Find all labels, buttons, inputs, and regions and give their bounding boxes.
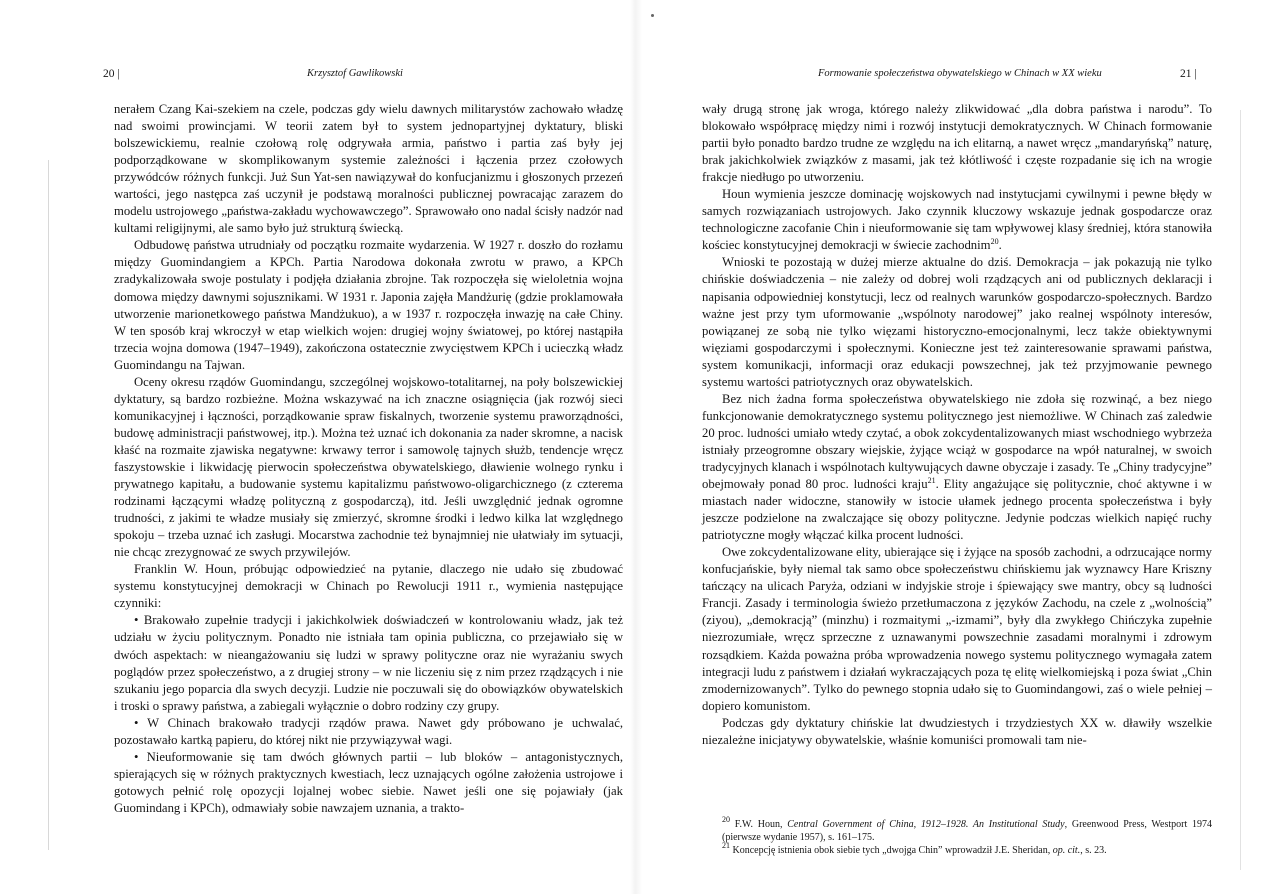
paragraph: Bez nich żadna forma społeczeństwa obywatelskiego nie zdoła się rozwinąć, a bez niego funkcjonowanie demokratycznego systemu politycznego jest niemożliwe. W Chinach zaś zaledwie 20 proc. ludności umiało wtedy czytać, a obok zokcydentalizowanych miast wschodniego wybrzeża istniały przeogromne obszary wiejskie, żyjące wciąż w gospodarce na wpół naturalnej, w swoich tradycyjnych klanach i wspólnotach kultywujących dawne obyczaje i zasady. Te „Chiny tradycyjne” obejmowały ponad 80 proc. ludności kraju$^{21}$. Elity angażujące się politycznie, choć aktywne i w miastach nader widoczne, stanowiły w istocie ułamek jednego procenta społeczeństwa i były jeszcze podzielone na zwalczające się obozy polityczne. Jedynie podczas wielkich napięć ruchy patriotyczne mogły włączać kilka procent ludności. bbox=[702, 391, 1212, 543]
paragraph: Oceny okresu rządów Guomindangu, szczególnej wojskowo-totalitarnej, na poły bolszewickiej dyktatury, są bardzo rozbieżne. Można wskazywać na ich znaczne osiągnięcia (jak rozwój sieci komunikacyjnej i łączności, porządkowanie spraw fiskalnych, tworzenie systemu praworządności, budowę administracji państwowej, itp.). Można też uznać ich dokonania za nader skromne, a nacisk kłaść na rozmaite zjawiska negatywne: krwawy terror i samowolę tajnych służb, tendencje wręcz faszystowskie i likwidację pierwocin społeczeństwa obywatelskiego, dławienie wolnego rynku i prywatnego kapitału, a budowanie systemu kapitalizmu państwowo-oligarchicznego (z czterema rodzinami łączącymi władzę polityczną z gospodarczą), itd. Jeśli uwzględnić jednak ogromne trudności, z jakimi te władze musiały się zmierzyć, skromne środki i ledwo kilka lat względnego spokoju – trzeba uznać ich zasługi. Mocarstwa zachodnie też bynajmniej nie ułatwiały im sytuacji, nie chcąc zrezygnować ze swych przywilejów. bbox=[114, 374, 623, 560]
footnote-text: , s. 23. bbox=[1080, 845, 1107, 856]
paragraph: Houn wymienia jeszcze dominację wojskowych nad instytucjami cywilnymi i pewne błędy w samych rozwiązaniach ustrojowych. Jako czynnik kluczowy wskazuje jednak gospodarcze oraz technologiczne zacofanie Chin i nieuformowanie się tam wpływowej klasy średniej, która stanowiła kościec konstytucyjnej demokracji w świecie zachodnim$^{20}$. bbox=[702, 187, 1212, 253]
paragraph: Wnioski te pozostają w dużej mierze aktualne do dziś. Demokracja – jak pokazują nie tylko chińskie doświadczenia – nie zależy od dobrej woli rządzących ani od publicznych deklaracji i napisania odpowiedniej konstytucji, lecz od realnych warunków gospodarczo-społecznych. Bardzo ważne jest przy tym uformowanie „wspólnoty narodowej” jako realnej wspólnoty interesów, powiązanej ze sobą nie tylko więzami historyczno-emocjonalnymi, lecz także obiektywnymi więziami gospodarczymi i społecznymi. Konieczne jest też zainteresowanie sprawami państwa, system komunikacji, informacji oraz edukacji powszechnej, jak też przyjmowanie pewnego systemu wartości patriotycznych oraz obywatelskich. bbox=[702, 255, 1212, 389]
footnote-book-title: Central Government of China, 1912–1928. An Institutional Study bbox=[787, 819, 1065, 830]
bullet-paragraph: • Brakowało zupełnie tradycji i jakichkolwiek doświadczeń w kontrolowaniu władz, jak też udziału w życiu politycznym. Ponadto nie istniała tam opinia publiczna, co przejawiało się w dwóch aspektach: w nieangażowaniu się ludzi w sprawy polityczne oraz nie wyrażaniu swych poglądów przez społeczeństwo, a z drugiej strony – w nie liczeniu się z nim przez rządzących i nie szukaniu jego poparcia dla swych decyzji. Ludzie nie poczuwali się do obowiązków obywatelskich i troski o sprawy państwa, a zabiegali wyłącznie o dobro rodziny czy grupy. bbox=[114, 613, 623, 713]
paragraph-text: Houn wymienia jeszcze dominację wojskowych nad instytucjami cywilnymi i pewne błędy w samych rozwiązaniach ustrojowych. Jako czynnik kluczowy wskazuje jednak gospodarcze oraz technologiczne zacofanie Chin i nieuformowanie się tam wpływowej klasy średniej, która stanowiła kościec konstytucyjnej demokracji w świecie zachodnim bbox=[702, 187, 1212, 253]
footnote-mark: 20 bbox=[722, 815, 730, 824]
footnote-op-cit: op. cit. bbox=[1052, 845, 1081, 856]
bullet-paragraph: • Nieuformowanie się tam dwóch głównych partii – lub bloków – antagonistycznych, spierających się w różnych praktycznych kwestiach, lecz uznających ogólne założenia ustrojowe i gotowych pełnić rolę opozycji lojalnej wobec siebie. Nawet jeśli one się pojawiały (jak Guomindang i KPCh), odmawiały sobie nawzajem uznania, a trakto- bbox=[114, 749, 623, 815]
footnotes bbox=[722, 815, 1213, 857]
footnote-mark: 21 bbox=[722, 841, 730, 850]
paragraph: Odbudowę państwa utrudniały od początku rozmaite wydarzenia. W 1927 r. doszło do rozłamu między Guomindangiem a KPCh. Partia Narodowa dokonała zwrotu w prawo, a KPCh zradykalizowała swoje postulaty i podjęła działania zbrojne. Tak rozpoczęła się wieloletnia wojna domowa między dawnymi sojusznikami. W 1931 r. Japonia zajęła Mandżurię (gdzie proklamowała utworzenie marionetkowego państwa Mandżukuo), a w 1937 r. rozpoczęła inwazję na całe Chiny. W ten sposób kraj wkroczył w etap wielkich wojen: drugiej wojny światowej, po której nastąpiła trzecia wojna domowa (1947–1949), zakończona ostatecznie zwycięstwem KPCh i ucieczką władz Guomindangu na Tajwan. bbox=[114, 238, 623, 372]
paragraph-text: Elity angażujące się politycznie, choć aktywne i w miastach nader widoczne, stanowiły w istocie ułamek jednego procenta społeczeństwa i były jeszcze podzielone na zwalczające się obozy polityczne. Jedynie podczas wielkich napięć ruchy patriotyczne mogły włączać kilka procent ludności. bbox=[702, 477, 1212, 543]
running-head-author: Krzysztof Gawlikowski bbox=[307, 68, 403, 79]
paragraph: wały drugą stronę jak wroga, którego należy zlikwidować „dla dobra państwa i narodu”. To blokowało współpracę między nimi i rozwój instytucji demokratycznych. W Chinach formowanie partii było ponadto bardzo trudne ze względu na ich elitarną, a nawet wręcz „mandaryńską” naturę, brak jakichkolwiek związków z masami, jak też kłótliwość i częste rozpadanie się ich na wrogie frakcje niedługo po utworzeniu. bbox=[702, 102, 1212, 185]
paragraph-text: Bez nich żadna forma społeczeństwa obywatelskiego nie zdoła się rozwinąć, a bez niego funkcjonowanie demokratycznego systemu politycznego jest niemożliwe. W Chinach zaś zaledwie 20 proc. ludności umiało wtedy czytać, a obok zokcydentalizowanych miast wschodniego wybrzeża istniały przeogromne obszary wiejskie, żyjące wciąż w gospodarce na wpół naturalnej, w swoich tradycyjnych klanach i wspólnotach kultywujących dawne obyczaje i zasady. Te „Chiny tradycyjne” obejmowały ponad 80 proc. ludności kraju bbox=[702, 391, 1212, 492]
footnote-text: F.W. Houn, bbox=[730, 819, 788, 830]
paragraph: Podczas gdy dyktatury chińskie lat dwudziestych i trzydziestych XX w. dławiły wszelkie niezależne inicjatywy obywatelskie, właśnie komuniści promowali tam nie- bbox=[702, 715, 1212, 747]
right-page bbox=[640, 0, 1262, 894]
running-head-title: Formowanie społeczeństwa obywatelskiego w Chinach w XX wieku bbox=[818, 68, 1102, 79]
paragraph: Franklin W. Houn, próbując odpowiedzieć na pytanie, dlaczego nie udało się zbudować systemu konstytucyjnej demokracji w Chinach po Rewolucji 1911 r., wymienia następujące czynniki: bbox=[114, 562, 623, 611]
page-number: 21 | bbox=[1180, 68, 1197, 80]
paragraph: nerałem Czang Kai-szekiem na czele, podczas gdy wielu dawnych militarystów zachowało władzę nad swoimi prowincjami. W teorii zatem był to system jednopartyjnej dyktatury, bliski bolszewickiemu, realnie czołową rolę odgrywała armia, państwo i partia zaś były jej podporządkowane w skomplikowanym systemie zależności i łączenia przez czołowych przywódców różnych funkcji. Już Sun Yat-sen nawiązywał do konfucjanizmu i głoszonych przezeń wartości, jego następca zaś uczynił je podstawą moralności publicznej powracając zarazem do modelu ustrojowego „państwa-zakładu wychowawczego”. Sprawowało ono nadal ścisły nadzór nad kultami religijnymi, ale samo było już strukturą świecką. bbox=[114, 102, 623, 236]
footnote-text: , Greenwood Press, Westport 1974 (pierwsze wydanie 1957), s. 161–175. bbox=[722, 819, 1213, 843]
footnote-20 bbox=[722, 815, 1213, 844]
left-body-text bbox=[114, 101, 623, 817]
paragraph: Owe zokcydentalizowane elity, ubierające się i żyjące na sposób zachodni, a odrzucające normy konfucjańskie, były niemal tak samo obce społeczeństwu chińskiemu jak wyznawcy Hare Kriszny tańczący na ulicach Paryża, odziani w indyjskie stroje i śpiewający swe mantry, obcy są ludności Francji. Zasady i terminologia świeżo przetłumaczona z języków Zachodu, na czele z „wolnością” (ziyou), „demokracją” (minzhu) i rozmaitymi „-izmami”, były dla zwykłego Chińczyka zupełnie niezrozumiałe, wręcz sprzeczne z uznawanymi powszechnie zasadami moralnymi i zdrowym rozsądkiem. Każda poważna próba wprowadzenia nowego systemu politycznego wymagała zatem integracji ludu z państwem i działań wykraczających poza tę elitę wielkomiejską i poza świat „Chin zmodernizowanych”. Tylko do pewnego stopnia udało się to Guomindangowi, zaś o wiele pełniej – dopiero komunistom. bbox=[702, 545, 1212, 713]
right-body-text bbox=[702, 101, 1212, 749]
page-number: 20 | bbox=[103, 68, 120, 80]
bullet-paragraph: • W Chinach brakowało tradycji rządów prawa. Nawet gdy próbowano je uchwalać, pozostawało kartką papieru, do której nikt nie przywiązywał wagi. bbox=[114, 715, 623, 747]
footnote-ref: 20 bbox=[990, 237, 999, 247]
footnote-21 bbox=[722, 841, 1212, 857]
footnote-ref: 21 bbox=[927, 476, 936, 486]
footnote-text: Koncepcję istnienia obok siebie tych „dwojga Chin” wprowadził J.E. Sheridan, bbox=[730, 845, 1053, 856]
